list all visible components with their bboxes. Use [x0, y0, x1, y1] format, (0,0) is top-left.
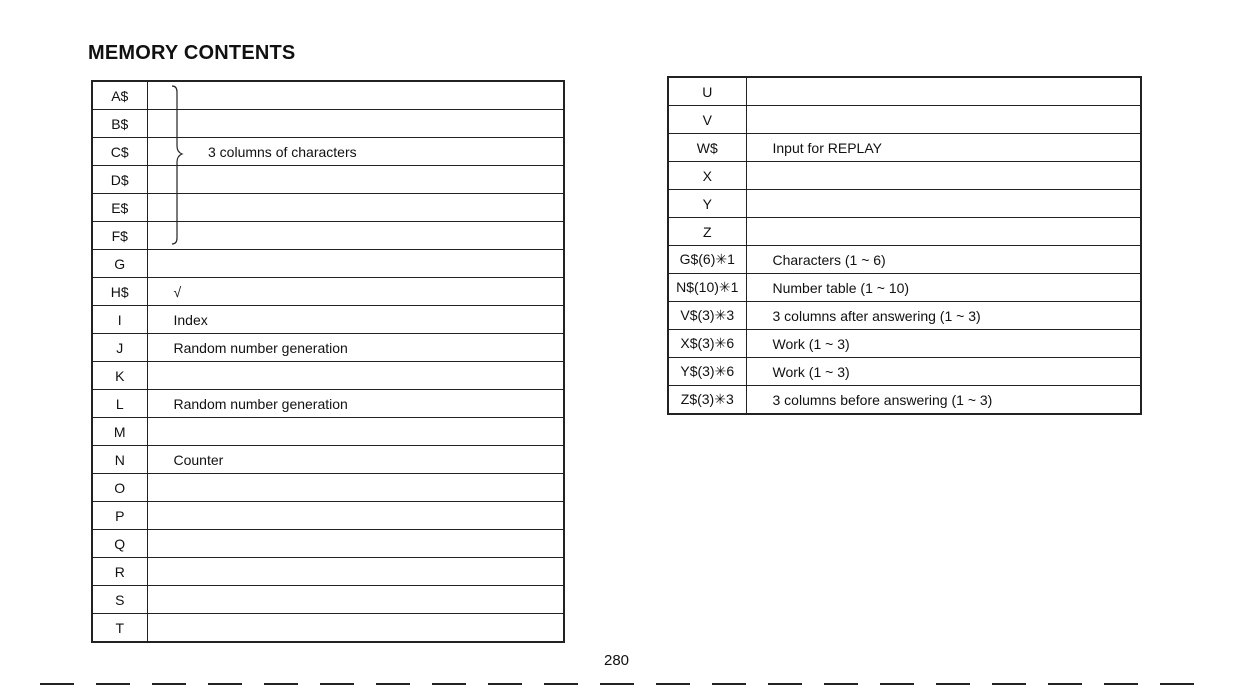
variable-description: Counter	[147, 446, 564, 474]
brace-description: 3 columns of characters	[208, 144, 357, 160]
variable-name: V$(3)✳3	[668, 302, 746, 330]
table-row	[668, 358, 1141, 386]
table-row	[92, 334, 564, 362]
variable-description	[147, 222, 564, 250]
table-row	[92, 530, 564, 558]
variable-description: Input for REPLAY	[746, 134, 1141, 162]
variable-description	[147, 558, 564, 586]
variable-name: B$	[92, 110, 147, 138]
variable-description	[746, 218, 1141, 246]
variable-name: C$	[92, 138, 147, 166]
variable-name: H$	[92, 278, 147, 306]
variable-description	[147, 614, 564, 643]
footer-dash-decoration	[40, 682, 1210, 686]
table-row	[668, 330, 1141, 358]
variable-description	[147, 502, 564, 530]
variable-name: Q	[92, 530, 147, 558]
variable-name: K	[92, 362, 147, 390]
variable-name: N$(10)✳1	[668, 274, 746, 302]
table-row	[668, 302, 1141, 330]
variable-description	[147, 110, 564, 138]
variable-name: D$	[92, 166, 147, 194]
variable-description: Number table (1 ~ 10)	[746, 274, 1141, 302]
variable-description: √	[147, 278, 564, 306]
variable-description	[147, 250, 564, 278]
table-row	[92, 558, 564, 586]
variable-description	[147, 194, 564, 222]
variable-description	[147, 362, 564, 390]
table-row	[668, 386, 1141, 415]
page-title: MEMORY CONTENTS	[88, 42, 296, 64]
table-row	[668, 218, 1141, 246]
table-row	[668, 106, 1141, 134]
table-row	[92, 586, 564, 614]
variable-name: Y	[668, 190, 746, 218]
variable-name: V	[668, 106, 746, 134]
table-row	[668, 162, 1141, 190]
variable-description	[746, 77, 1141, 106]
variable-name: S	[92, 586, 147, 614]
variable-description	[746, 106, 1141, 134]
variable-description: Characters (1 ~ 6)	[746, 246, 1141, 274]
variable-name: X	[668, 162, 746, 190]
variable-description	[147, 418, 564, 446]
memory-table-right	[667, 76, 1142, 415]
variable-name: T	[92, 614, 147, 643]
variable-name: G	[92, 250, 147, 278]
variable-description: Work (1 ~ 3)	[746, 330, 1141, 358]
variable-name: F$	[92, 222, 147, 250]
variable-description	[746, 162, 1141, 190]
variable-description: Index	[147, 306, 564, 334]
variable-description: Work (1 ~ 3)	[746, 358, 1141, 386]
variable-description: 3 columns after answering (1 ~ 3)	[746, 302, 1141, 330]
variable-description	[746, 190, 1141, 218]
table-row	[92, 474, 564, 502]
variable-name: O	[92, 474, 147, 502]
variable-description: Random number generation	[147, 334, 564, 362]
brace-icon	[150, 84, 190, 246]
variable-name: J	[92, 334, 147, 362]
table-row	[92, 446, 564, 474]
variable-name: W$	[668, 134, 746, 162]
variable-name: N	[92, 446, 147, 474]
table-row	[668, 134, 1141, 162]
table-row	[92, 362, 564, 390]
variable-description	[147, 166, 564, 194]
variable-name: Z	[668, 218, 746, 246]
table-row	[668, 190, 1141, 218]
variable-name: E$	[92, 194, 147, 222]
variable-name: M	[92, 418, 147, 446]
variable-name: X$(3)✳6	[668, 330, 746, 358]
variable-description	[147, 586, 564, 614]
variable-description	[147, 530, 564, 558]
table-row	[92, 390, 564, 418]
table-row	[668, 246, 1141, 274]
table-row	[92, 502, 564, 530]
variable-name: U	[668, 77, 746, 106]
variable-name: G$(6)✳1	[668, 246, 746, 274]
variable-description	[147, 81, 564, 110]
table-row	[92, 418, 564, 446]
variable-name: Z$(3)✳3	[668, 386, 746, 415]
table-row	[92, 614, 564, 643]
table-row	[92, 250, 564, 278]
variable-description: 3 columns before answering (1 ~ 3)	[746, 386, 1141, 415]
variable-description	[147, 474, 564, 502]
variable-name: Y$(3)✳6	[668, 358, 746, 386]
variable-name: A$	[92, 81, 147, 110]
variable-name: R	[92, 558, 147, 586]
table-row	[668, 274, 1141, 302]
page-number: 280	[604, 652, 630, 669]
table-row	[92, 278, 564, 306]
table-row	[668, 77, 1141, 106]
variable-name: L	[92, 390, 147, 418]
table-row	[92, 306, 564, 334]
variable-name: P	[92, 502, 147, 530]
variable-description: Random number generation	[147, 390, 564, 418]
variable-name: I	[92, 306, 147, 334]
